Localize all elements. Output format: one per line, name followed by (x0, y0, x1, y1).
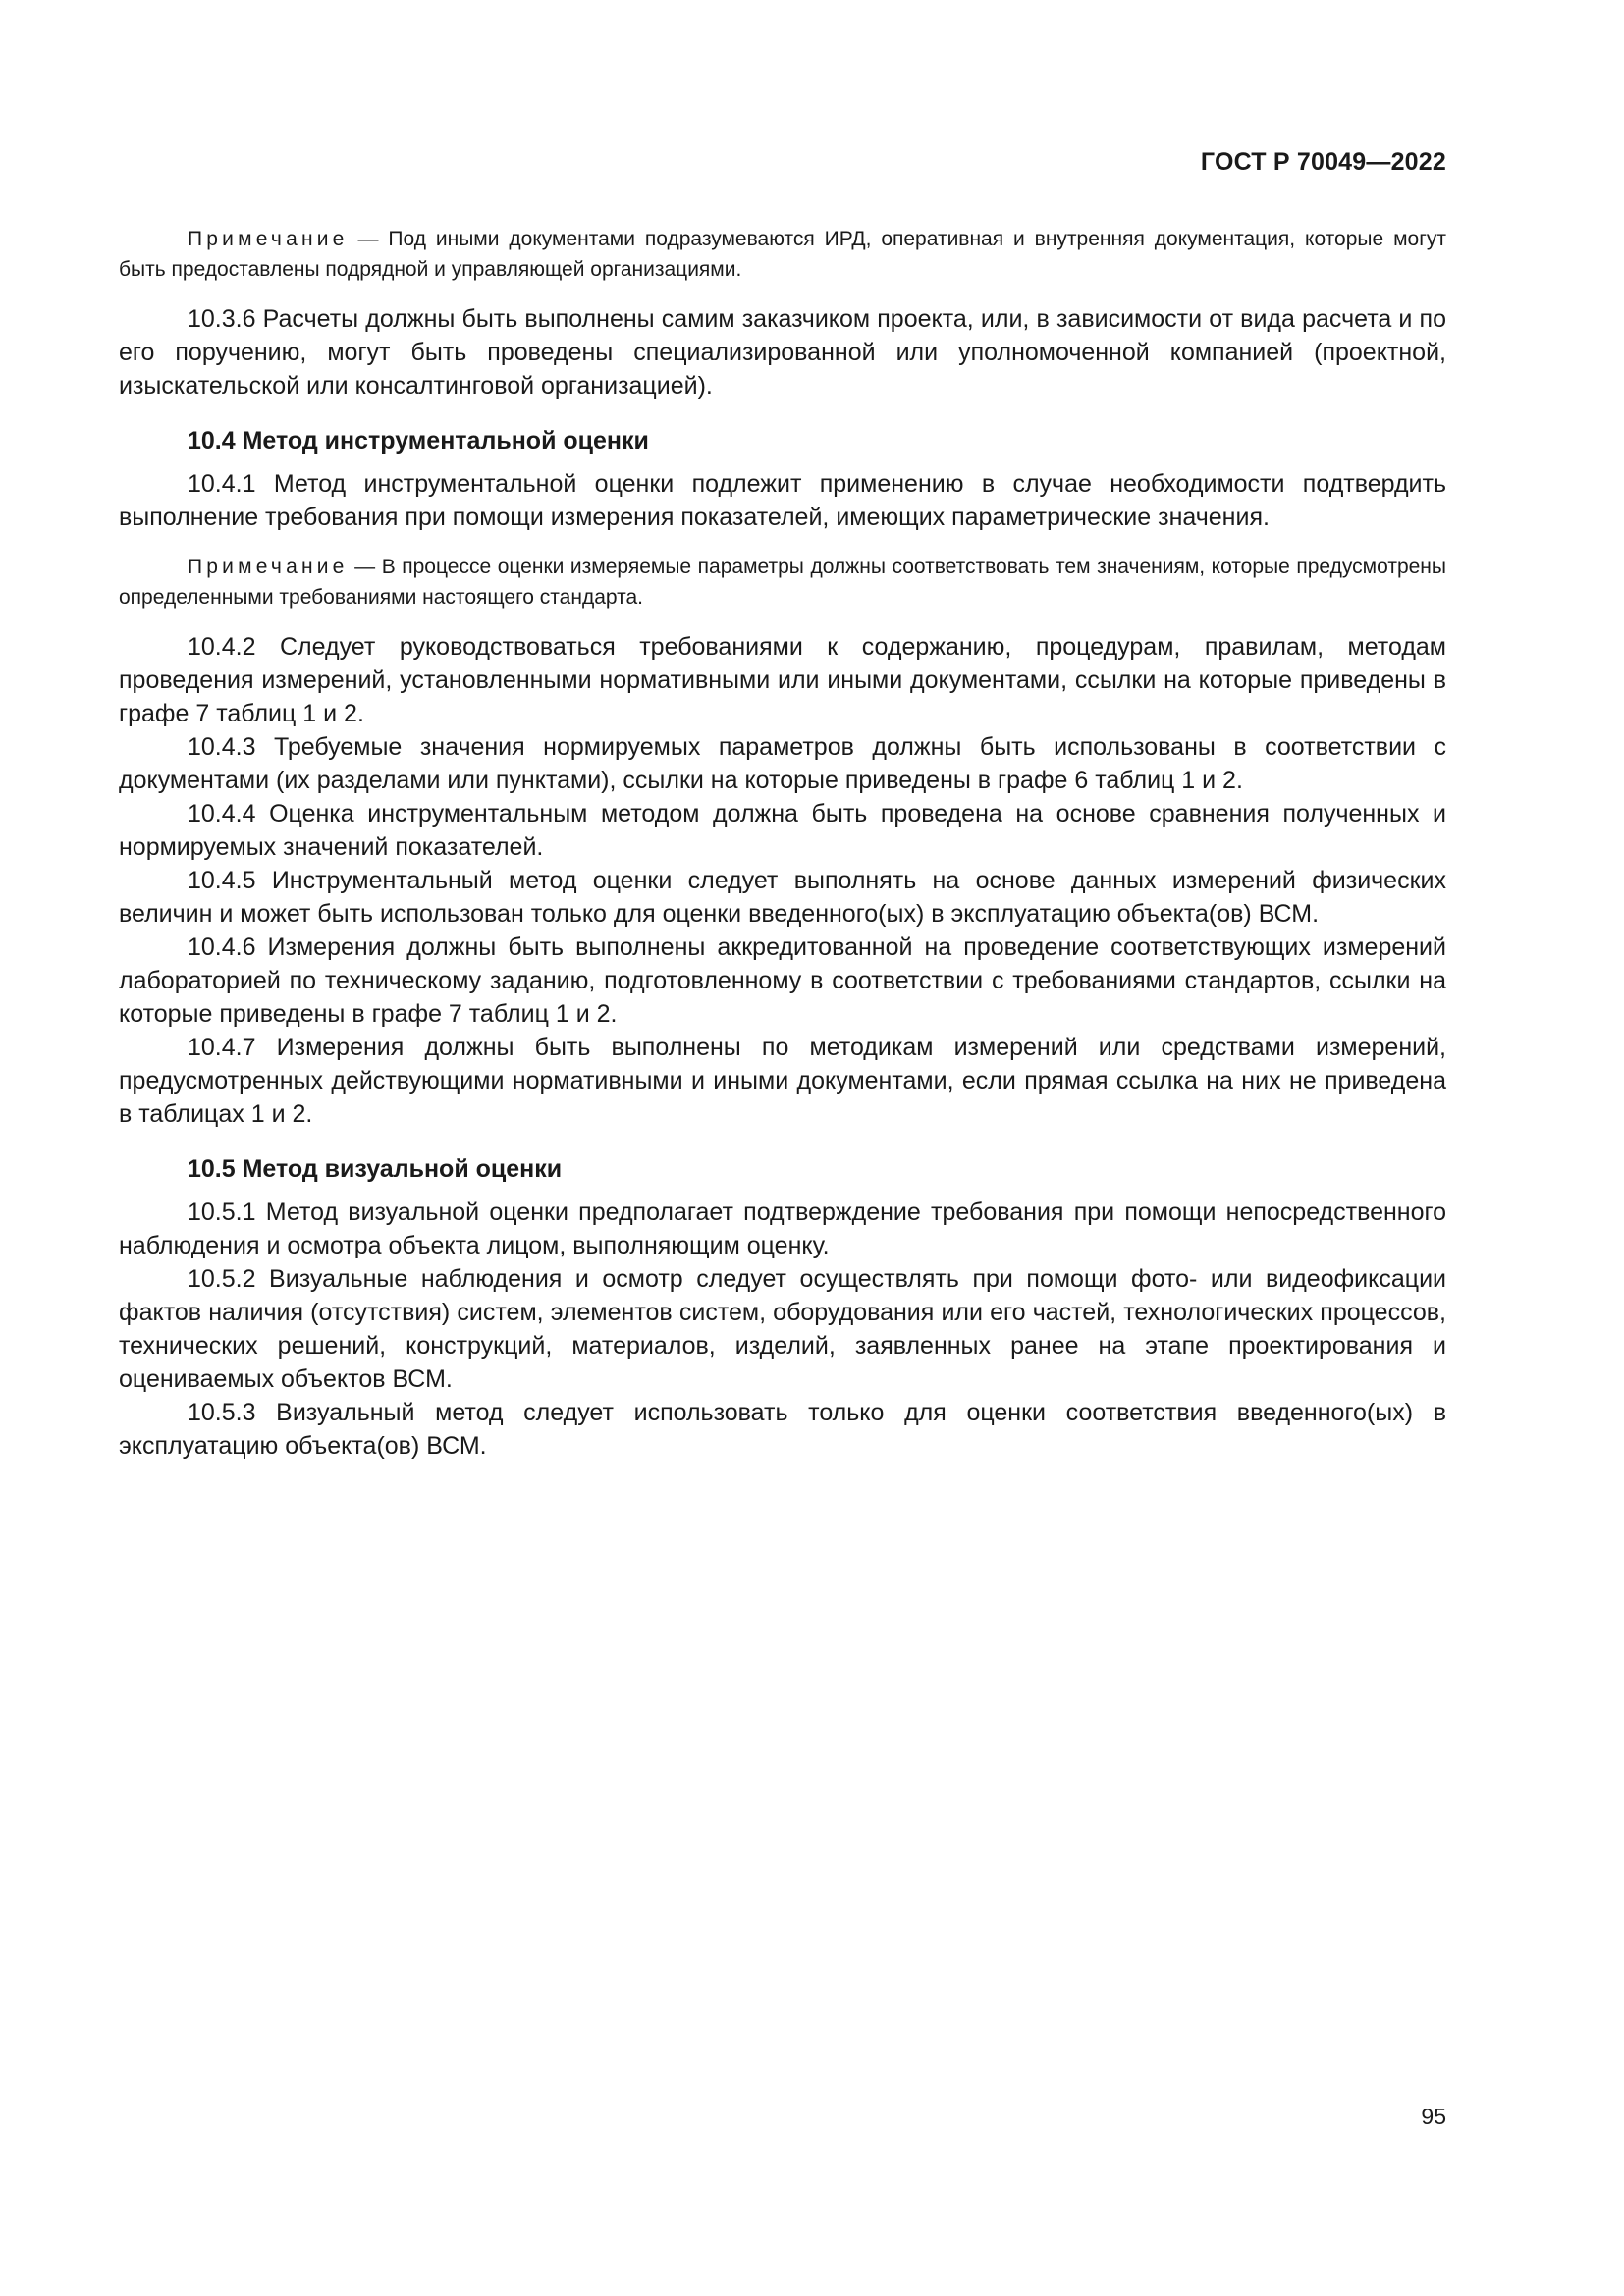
paragraph-10-4-3: 10.4.3 Требуемые значения нормируемых параметров должны быть использованы в соответствии с документами (их разделами или пунктами), ссылки на которые приведены в графе 6 таблиц 1 и 2. (119, 733, 1446, 794)
note-label: Примечание (188, 556, 349, 578)
paragraph-10-5-1: 10.5.1 Метод визуальной оценки предполагает подтверждение требования при помощи непосредственного наблюдения и осмотра объекта лицом, выполняющим оценку. (119, 1199, 1446, 1259)
standard-code-header: ГОСТ Р 70049—2022 (1200, 148, 1446, 176)
paragraph-10-4-5: 10.4.5 Инструментальный метод оценки следует выполнять на основе данных измерений физических величин и может быть использован только для оценки введенного(ых) в эксплуатацию объекта(ов) ВСМ. (119, 867, 1446, 928)
paragraph-10-4-2: 10.4.2 Следует руководствоваться требованиями к содержанию, процедурам, правилам, методам проведения измерений, установленными нормативными или иными документами, ссылки на которые приведены в графе 7 таблиц 1 и 2. (119, 633, 1446, 727)
document-body (119, 224, 1446, 1463)
section-heading-10-4: 10.4 Метод инструментальной оценки (188, 427, 649, 454)
note-2-text: — В процессе оценки измеряемые параметры должны соответствовать тем значениям, которые предусмотрены определенными требованиями настоящего стандарта. (119, 556, 1446, 609)
note-2 (119, 552, 1446, 613)
page-number: 95 (1421, 2104, 1446, 2129)
section-heading-10-5: 10.5 Метод визуальной оценки (188, 1155, 563, 1183)
paragraph-10-4-6: 10.4.6 Измерения должны быть выполнены аккредитованной на проведение соответствующих измерений лабораторией по техническому заданию, подготовленному в соответствии с требованиями стандартов, ссылки на которые приведены в графе 7 таблиц 1 и 2. (119, 934, 1446, 1028)
paragraph-10-4-4: 10.4.4 Оценка инструментальным методом должна быть проведена на основе сравнения полученных и нормируемых значений показателей. (119, 800, 1446, 861)
paragraph-10-4-7: 10.4.7 Измерения должны быть выполнены по методикам измерений или средствами измерений, предусмотренных действующими нормативными и иными документами, если прямая ссылка на них не приведена в таблицах 1 и 2. (119, 1034, 1446, 1128)
note-1-text: — Под иными документами подразумеваются ИРД, оперативная и внутренняя документация, которые могут быть предоставлены подрядной и управляющей организациями. (119, 228, 1446, 281)
note-label: Примечание (188, 228, 349, 250)
note-1 (119, 224, 1446, 285)
paragraph-10-4-1: 10.4.1 Метод инструментальной оценки подлежит применению в случае необходимости подтвердить выполнение требования при помощи измерения показателей, имеющих параметрические значения. (119, 470, 1446, 531)
paragraph-10-5-3: 10.5.3 Визуальный метод следует использовать только для оценки соответствия введенного(ых) в эксплуатацию объекта(ов) ВСМ. (119, 1399, 1446, 1460)
paragraph-10-5-2: 10.5.2 Визуальные наблюдения и осмотр следует осуществлять при помощи фото- или видеофиксации фактов наличия (отсутствия) систем, элементов систем, оборудования или его частей, технологических процессов, технических решений, конструкций, материалов, изделий, заявленных ранее на этапе проектирования и оцениваемых объектов ВСМ. (119, 1265, 1446, 1393)
paragraph-10-3-6: 10.3.6 Расчеты должны быть выполнены самим заказчиком проекта, или, в зависимости от вида расчета и по его поручению, могут быть проведены специализированной или уполномоченной компанией (проектной, изыскательской или консалтинговой организацией). (119, 305, 1446, 400)
